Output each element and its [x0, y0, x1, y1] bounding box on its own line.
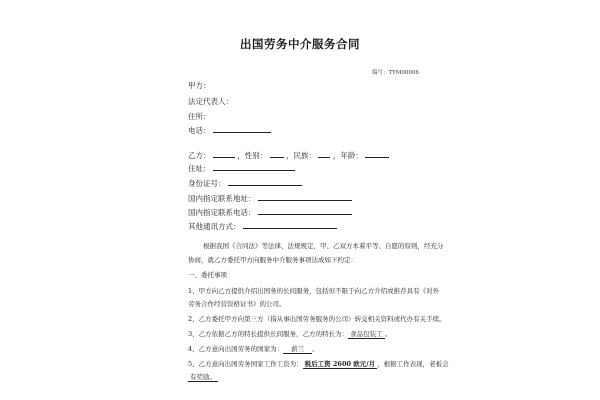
party-b-domestic-phone-label: 国内指定联系电话：	[188, 208, 256, 217]
party-b-other-contact-line	[188, 221, 337, 232]
party-b-name-label: 乙方：	[188, 151, 211, 160]
party-b-line	[188, 150, 389, 161]
item-3	[188, 329, 391, 338]
party-b-domestic-address-line	[188, 193, 352, 204]
item-1-line-2: 劳务合作经营资格证书》的公司。	[188, 300, 286, 308]
party-a-phone-blank	[213, 125, 271, 133]
party-b-domestic-phone-line	[188, 207, 352, 218]
item-4-prefix: 4、乙方意向出国劳务的国家为：	[188, 345, 284, 353]
party-b-address-line	[188, 163, 295, 174]
party-b-address-blank	[213, 163, 295, 171]
item-5-suffix: ，根据工作表现，老板会	[377, 360, 449, 368]
item-4-value: 薪兰	[283, 345, 312, 354]
party-b-id-line	[188, 178, 302, 189]
document-title: 出国劳务中介服务合同	[240, 37, 360, 51]
party-b-domestic-phone-blank	[258, 207, 352, 215]
item-5-continuation: 有奖励。	[190, 373, 216, 381]
item-4-suffix: 。	[312, 345, 319, 353]
contract-number: 编号：TYM00006	[372, 70, 419, 76]
preamble-line-1: 根据我国《合同法》等法律、法规规定，甲、乙双方本着平等、自愿的原则，经充分	[203, 242, 444, 250]
party-b-age-blank	[365, 150, 389, 158]
item-5-line-2	[188, 372, 218, 381]
party-b-id-blank	[228, 178, 302, 186]
item-4	[188, 344, 319, 353]
party-b-gender-blank	[270, 150, 284, 158]
party-a-rep-line	[188, 96, 233, 107]
party-b-domestic-address-label: 国内指定联系地址：	[188, 194, 256, 203]
party-b-other-contact-label: 其他通讯方式：	[188, 222, 241, 231]
section-1-heading: 一、委托事项	[188, 271, 227, 279]
party-b-name-blank	[213, 150, 235, 158]
item-3-suffix: 。	[384, 330, 392, 338]
party-b-domestic-address-blank	[258, 193, 352, 201]
party-a-line	[188, 80, 211, 91]
party-b-ethnic-blank	[318, 150, 330, 158]
party-a-address-line	[188, 111, 211, 122]
party-b-id-label: 身份证号：	[188, 179, 226, 188]
party-a-phone-label: 电话：	[188, 126, 211, 135]
party-a-phone-line	[188, 125, 271, 136]
item-1-line-1: 1、甲方向乙方提供介绍出国务的长间服务，包括但不限于向乙方介绍或推荐具有《对外	[188, 287, 440, 295]
item-5-prefix: 5、乙方意向出国劳务国家工作工资为：	[188, 360, 303, 368]
party-a-rep-label: 法定代表人：	[188, 97, 233, 106]
party-b-gender-label: ，性别：	[237, 151, 268, 160]
item-5-value: 税后工资 2600 欧元/月	[304, 360, 376, 368]
item-3-value: 食品包装工	[350, 330, 383, 338]
item-3-prefix: 3、乙方依据乙方的特长提供长间服务，乙方的特长为：	[188, 330, 349, 338]
party-a-address-label: 住所：	[188, 112, 211, 121]
party-b-age-label: ，年龄：	[332, 151, 363, 160]
party-b-address-label: 住址：	[188, 164, 211, 173]
preamble-line-2: 协商，就乙方委托甲方向服务中介服务事项达成如下约定：	[188, 256, 357, 264]
item-2: 2、乙方委托甲方向第三方（指从事出国劳务服务的公司）转交相关资料或代办有关手续。	[188, 315, 446, 323]
item-5	[188, 359, 449, 368]
party-b-other-contact-blank	[243, 221, 337, 229]
party-b-ethnic-label: ，民族：	[286, 151, 317, 160]
party-a-label: 甲方：	[188, 81, 211, 90]
